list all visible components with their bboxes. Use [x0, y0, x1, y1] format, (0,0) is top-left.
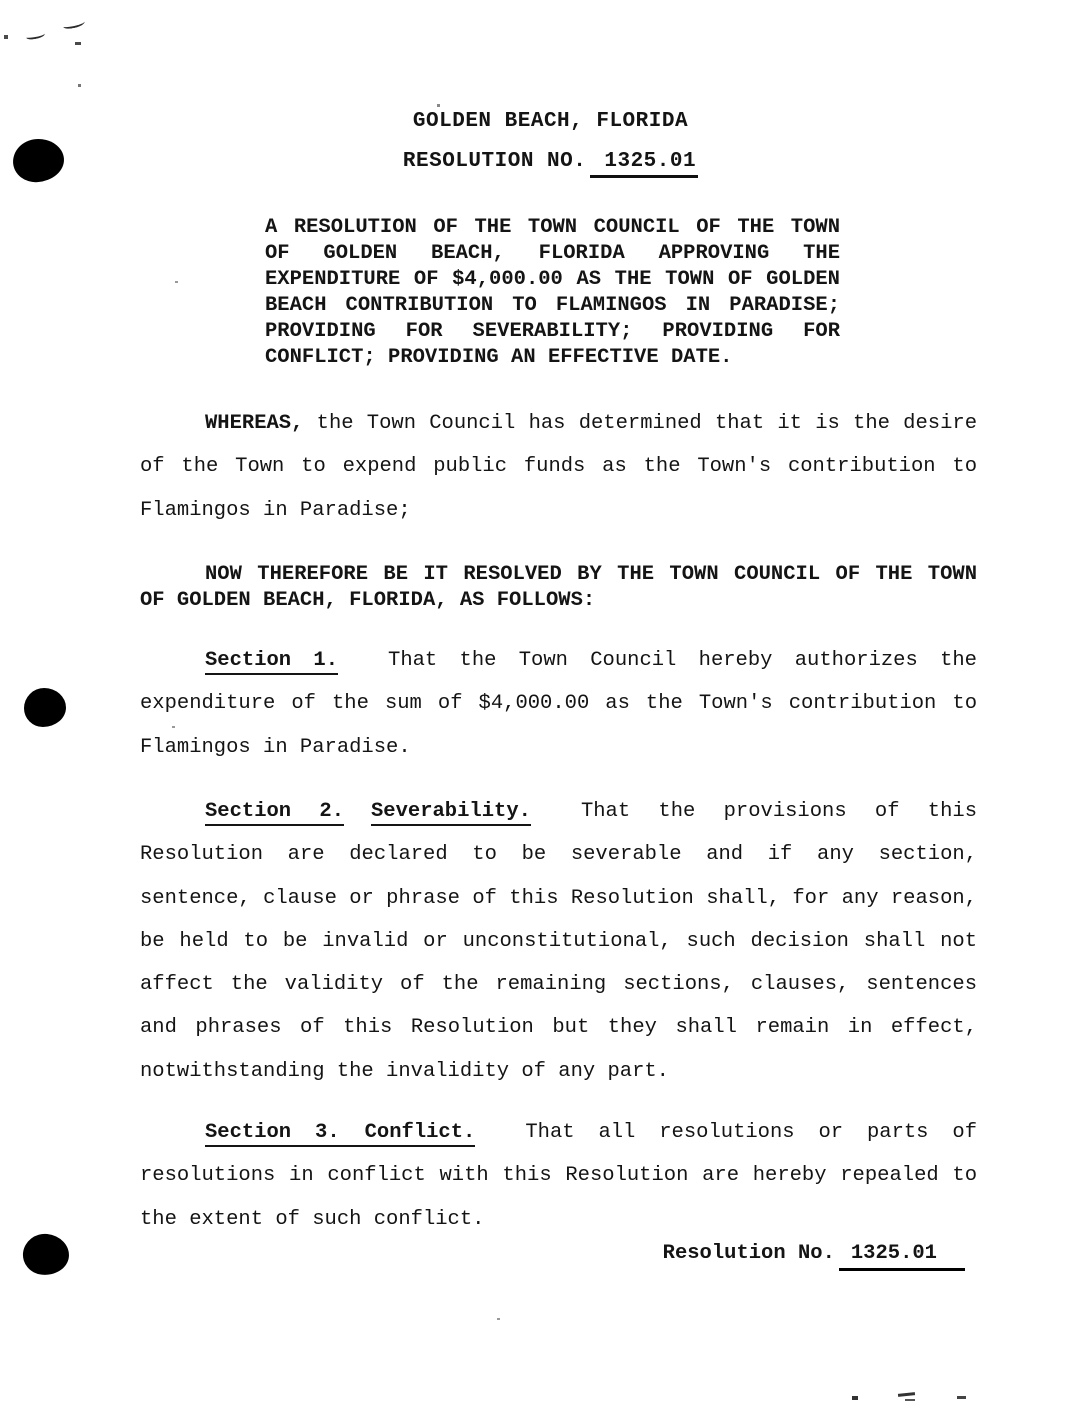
section-3-subheading: Conflict. [364, 1121, 476, 1144]
section-1-heading: Section 1. [205, 649, 338, 675]
scan-speckle [75, 42, 81, 45]
footer-number: 1325.01 [839, 1242, 965, 1271]
resolution-summary: A RESOLUTION OF THE TOWN COUNCIL OF THE TOWN OF GOLDEN BEACH, FLORIDA APPROVING THE EXPENDITURE OF $4,000.00 AS THE TOWN OF GOLDEN BEACH CONTRIBUTION TO FLAMINGOS IN PARADISE; PROVIDING FOR SEVERABILITY; PROVIDING FOR CONFLICT; PROVIDING AN EFFECTIVE DATE. [265, 216, 840, 369]
section-2-body: That the provisions of this Resolution are declared to be severable and if any section, sentence, clause or phrase of this Resolution shall, for any reason, be held to be invalid or unconstitutional, such decision shall not affect the validity of the remaining sections, clauses, sentences and phrases of this Resolution but they shall remain in effect, notwithstanding the invalidity of any part. [140, 800, 977, 1083]
pencil-mark [26, 31, 46, 41]
scan-speckle [852, 1396, 858, 1400]
scan-speckle [898, 1392, 915, 1397]
section-3-heading-group [205, 1121, 475, 1147]
hole-punch-mark [21, 1232, 71, 1278]
whereas-clause [140, 402, 977, 532]
scan-speckle [957, 1396, 966, 1399]
section-2-subheading: Severability. [371, 800, 531, 826]
whereas-lead: WHEREAS, [205, 412, 304, 435]
resolution-title [12, 150, 1089, 178]
scan-speckle [905, 1399, 915, 1401]
footer-resolution-number [663, 1242, 965, 1271]
section-2-heading: Section 2. [205, 800, 344, 826]
scan-speckle [437, 104, 440, 107]
footer-label: Resolution No. [662, 1242, 835, 1265]
resolved-clause: NOW THEREFORE BE IT RESOLVED BY THE TOWN COUNCIL OF THE TOWN OF GOLDEN BEACH, FLORIDA, AS FOLLOWS: [140, 563, 977, 612]
pencil-mark [62, 18, 85, 30]
document-header [12, 110, 1089, 178]
section-1 [140, 639, 977, 769]
section-2 [140, 790, 977, 1093]
section-1-body: That the Town Council hereby authorizes the expenditure of the sum of $4,000.00 as the Town's contribution to Flamingos in Paradise. [140, 649, 977, 759]
scan-speckle [78, 84, 81, 87]
scan-speckle [4, 35, 8, 39]
section-3-body: That all resolutions or parts of resolutions in conflict with this Resolution are hereby repealed to the extent of such conflict. [140, 1121, 977, 1231]
resolution-number: 1325.01 [590, 150, 698, 178]
scan-speckle [175, 281, 178, 283]
scan-speckle [497, 1318, 500, 1320]
section-3 [140, 1111, 977, 1241]
resolution-number-label: RESOLUTION NO. [402, 150, 587, 173]
section-3-heading: Section 3. [205, 1121, 340, 1144]
whereas-body: the Town Council has determined that it is the desire of the Town to expend public funds as the Town's contribution to Flamingos in Paradise; [140, 412, 977, 522]
hole-punch-mark [24, 688, 66, 727]
city-title: GOLDEN BEACH, FLORIDA [412, 110, 689, 133]
spacer [340, 1121, 365, 1144]
